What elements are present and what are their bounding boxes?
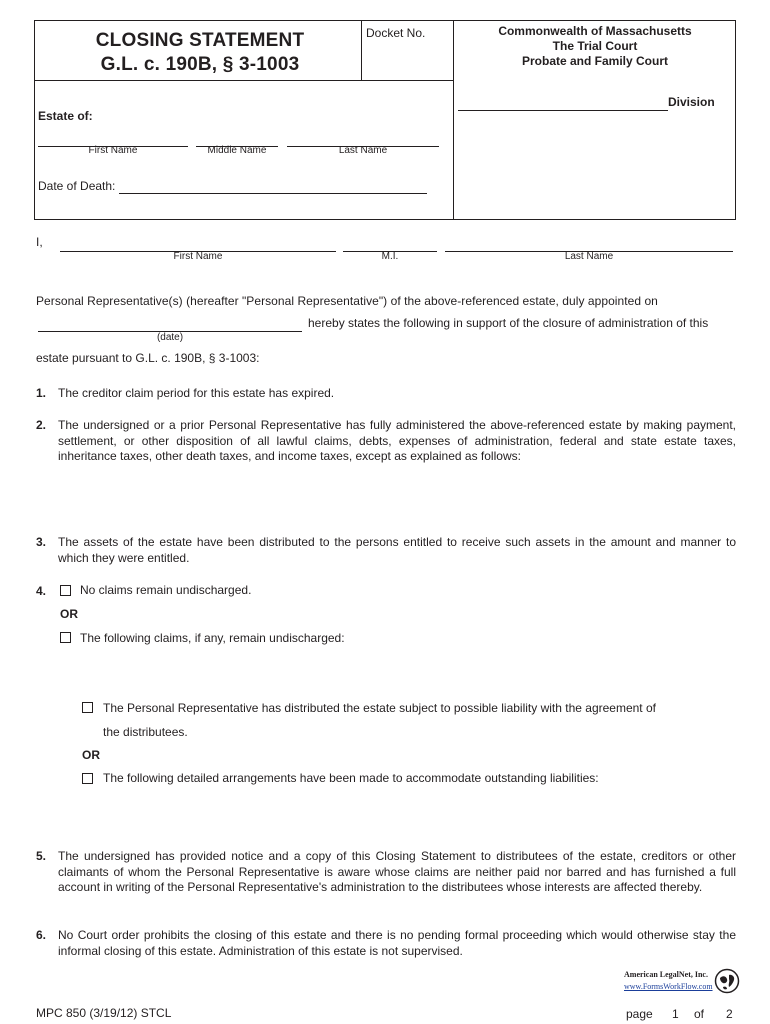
header-hdivider (34, 80, 454, 81)
of-label: of (694, 1007, 705, 1021)
item-6-text: No Court order prohibits the closing of this estate and there is no pending formal proceeding which would otherwise stay the informal closing of this estate. Administration of this estate is not supervised. (58, 928, 736, 958)
appointed-text: Personal Representative(s) (hereafter "Personal Representative") of the above-referenced estate, duly appointed on (36, 294, 658, 308)
division-label: Division (668, 95, 715, 109)
estate-middle-name-caption: Middle Name (207, 145, 267, 156)
detailed-arrangements-field[interactable] (103, 790, 736, 844)
estate-last-name-caption: Last Name (338, 145, 388, 156)
page-number: 1 (672, 1007, 679, 1021)
page-total: 2 (726, 1007, 733, 1021)
date-of-death-field[interactable] (119, 193, 427, 194)
distributees-label: the distributees. (103, 725, 188, 739)
following-claims-checkbox[interactable] (60, 632, 71, 643)
court-line-1: Commonwealth of Massachusetts (498, 24, 692, 38)
legalnet-logo (618, 966, 742, 998)
no-claims-label: No claims remain undischarged. (80, 583, 252, 597)
rep-first-name-caption: First Name (173, 251, 223, 262)
rep-mi-caption: M.I. (381, 251, 399, 262)
detailed-arrangements-label: The following detailed arrangements have been made to accommodate outstanding liabilities: (103, 771, 599, 785)
header-divider-2 (453, 20, 454, 220)
logo-line-1: American LegalNet, Inc. (624, 970, 708, 979)
item-3-text: The assets of the estate have been distributed to the persons entitled to receive such assets in the amount and manner to which they were entitled. (58, 535, 736, 565)
date-of-death-label: Date of Death: (38, 179, 116, 193)
i-label: I, (36, 235, 43, 249)
division-field[interactable] (458, 110, 668, 111)
estate-pursuant-text: estate pursuant to G.L. c. 190B, § 3-1003: (36, 351, 260, 365)
item-6-number: 6. (36, 928, 47, 942)
item-5-text: The undersigned has provided notice and a copy of this Closing Statement to distributees of the estate, creditors or other claimants of whom the Personal Representative is aware whose claims are neither paid nor barred and has furnished a full account in writing of the Personal Representative's administration to the distributees whose interests are affected thereby. (58, 849, 736, 894)
form-statute: G.L. c. 190B, § 3-1003 (100, 54, 300, 75)
distributed-with-agreement-label: The Personal Representative has distributed the estate subject to possible liability with the agreement of (103, 701, 656, 715)
item-3-number: 3. (36, 535, 47, 549)
item-1-text: The creditor claim period for this estate has expired. (58, 386, 335, 400)
detailed-arrangements-checkbox[interactable] (82, 773, 93, 784)
or-label-2: OR (82, 748, 100, 762)
page-label: page (626, 1007, 653, 1021)
or-label-1: OR (60, 607, 78, 621)
item-5-number: 5. (36, 849, 47, 863)
following-claims-label: The following claims, if any, remain undischarged: (80, 631, 345, 645)
item-2-number: 2. (36, 418, 47, 432)
rep-last-name-caption: Last Name (564, 251, 614, 262)
hereby-text: hereby states the following in support of the closure of administration of this (308, 316, 709, 330)
distributed-with-agreement-checkbox[interactable] (82, 702, 93, 713)
appointment-date-caption: (date) (156, 332, 184, 343)
undischarged-claims-field[interactable] (80, 650, 736, 694)
header-divider-1 (361, 20, 362, 80)
form-id: MPC 850 (3/19/12) STCL (36, 1006, 172, 1020)
no-claims-checkbox[interactable] (60, 585, 71, 596)
form-title: CLOSING STATEMENT (95, 30, 305, 51)
item-2-text: The undersigned or a prior Personal Representative has fully administered the above-referenced estate by making payment, settlement, or other disposition of all lawful claims, debts, expenses of administration, federal and state estate taxes, inheritance taxes, other death taxes, and income taxes, except as explained as follows: (58, 418, 736, 463)
court-line-3: Probate and Family Court (521, 54, 669, 68)
item-2-explanation-field[interactable] (58, 468, 736, 528)
estate-label: Estate of: (38, 109, 93, 123)
court-line-2: The Trial Court (552, 39, 638, 53)
item-1-number: 1. (36, 386, 47, 400)
item-4-number: 4. (36, 584, 47, 598)
docket-label: Docket No. (366, 26, 426, 40)
docket-field[interactable] (366, 42, 450, 76)
logo-globe-icon (714, 968, 740, 994)
logo-line-2: www.FormsWorkFlow.com (624, 982, 713, 991)
estate-first-name-caption: First Name (88, 145, 138, 156)
